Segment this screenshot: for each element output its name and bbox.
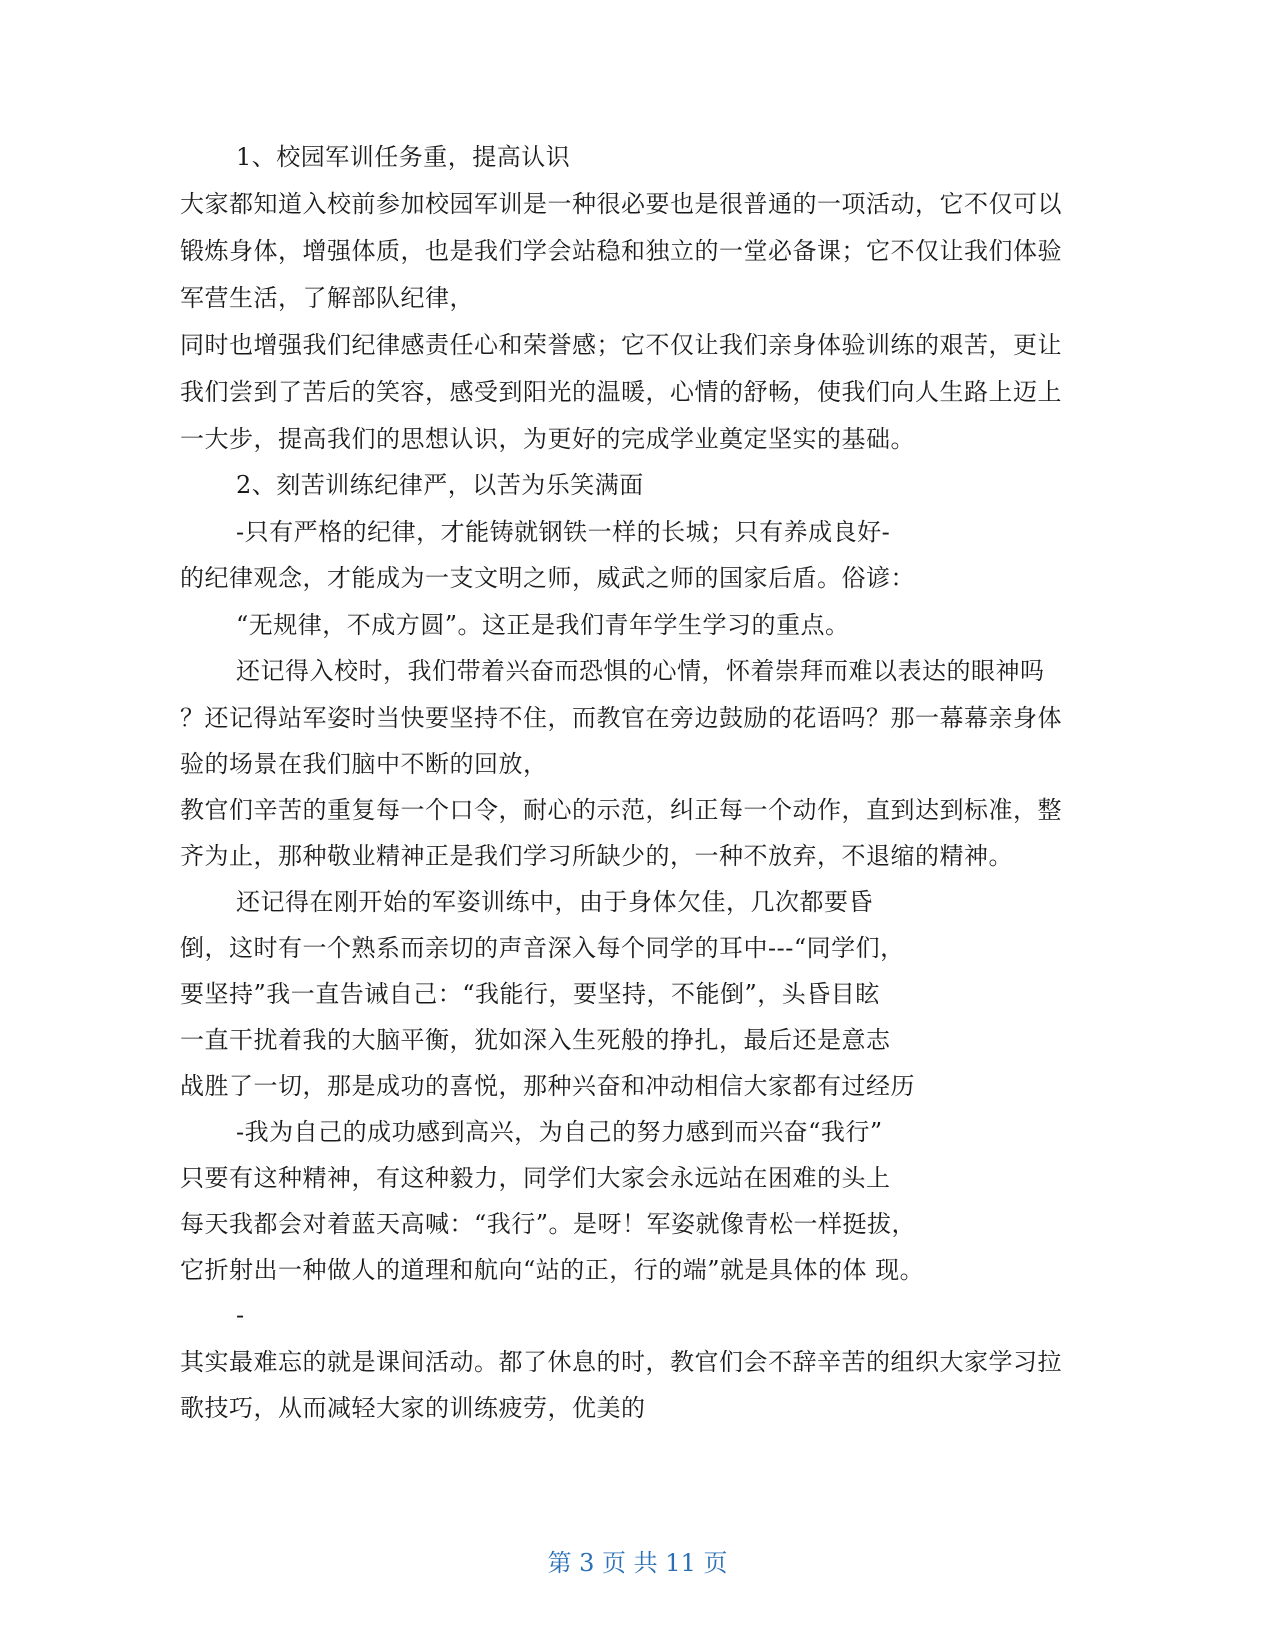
paragraph-line: 齐为止，那种敬业精神正是我们学习所缺少的，一种不放弃，不退缩的精神。 [180, 842, 1013, 870]
paragraph-line: 只要有这种精神，有这种毅力，同学们大家会永远站在困难的头上 [180, 1164, 891, 1192]
paragraph-line: 一直干扰着我的大脑平衡，犹如深入生死般的挣扎，最后还是意志 [180, 1026, 891, 1054]
paragraph-line: 我们尝到了苦后的笑容，感受到阳光的温暖，心情的舒畅，使我们向人生路上迈上 [180, 378, 1062, 406]
page-number-footer: 第 3 页 共 11 页 [547, 1549, 728, 1577]
paragraph-line: ？还记得站军姿时当快要坚持不住，而教官在旁边鼓励的花语吗？那一幕幕亲身体 [180, 704, 1062, 732]
paragraph-line: 每天我都会对着蓝天高喊：“我行”。是呀！军姿就像青松一样挺拔， [180, 1210, 917, 1238]
paragraph-line: 锻炼身体，增强体质，也是我们学会站稳和独立的一堂必备课；它不仅让我们体验 [180, 237, 1062, 265]
paragraph-line: 一大步，提高我们的思想认识，为更好的完成学业奠定坚实的基础。 [180, 425, 915, 453]
paragraph-line: 验的场景在我们脑中不断的回放， [180, 750, 548, 778]
paragraph-line: 倒，这时有一个熟系而亲切的声音深入每个同学的耳中---“同学们， [180, 934, 905, 962]
paragraph-line: -我为自己的成功感到高兴，为自己的努力感到而兴奋“我行” [236, 1118, 883, 1146]
paragraph-line: “无规律，不成方圆”。这正是我们青年学生学习的重点。 [236, 611, 850, 639]
paragraph-line: 大家都知道入校前参加校园军训是一种很必要也是很普通的一项活动，它不仅可以 [180, 190, 1062, 218]
paragraph-line: 同时也增强我们纪律感责任心和荣誉感；它不仅让我们亲身体验训练的艰苦，更让 [180, 331, 1062, 359]
paragraph-line: 军营生活，了解部队纪律， [180, 284, 474, 312]
heading-2: 2、刻苦训练纪律严，以苦为乐笑满面 [236, 471, 644, 499]
paragraph-line: 战胜了一切，那是成功的喜悦，那种兴奋和冲动相信大家都有过经历 [180, 1072, 915, 1100]
paragraph-line: 教官们辛苦的重复每一个口令，耐心的示范，纠正每一个动作，直到达到标准，整 [180, 796, 1062, 824]
paragraph-line: 歌技巧，从而减轻大家的训练疲劳，优美的 [180, 1394, 646, 1422]
paragraph-line: 要坚持”我一直告诫自己：“我能行，要坚持，不能倒”，头昏目眩 [180, 980, 880, 1008]
heading-1: 1、校园军训任务重，提高认识 [236, 143, 571, 171]
dash-line: - [236, 1301, 245, 1329]
paragraph-line: 其实最难忘的就是课间活动。都了休息的时，教官们会不辞辛苦的组织大家学习拉 [180, 1348, 1062, 1376]
paragraph-line: 还记得入校时，我们带着兴奋而恐惧的心情，怀着崇拜而难以表达的眼神吗 [236, 657, 1045, 685]
paragraph-line: 它折射出一种做人的道理和航向“站的正，行的端”就是具体的体 现。 [180, 1256, 925, 1284]
paragraph-line: 的纪律观念，才能成为一支文明之师，威武之师的国家后盾。俗谚： [180, 564, 915, 592]
paragraph-line: 还记得在刚开始的军姿训练中，由于身体欠佳，几次都要昏 [236, 888, 873, 916]
paragraph-line: -只有严格的纪律，才能铸就钢铁一样的长城；只有养成良好- [236, 518, 891, 546]
